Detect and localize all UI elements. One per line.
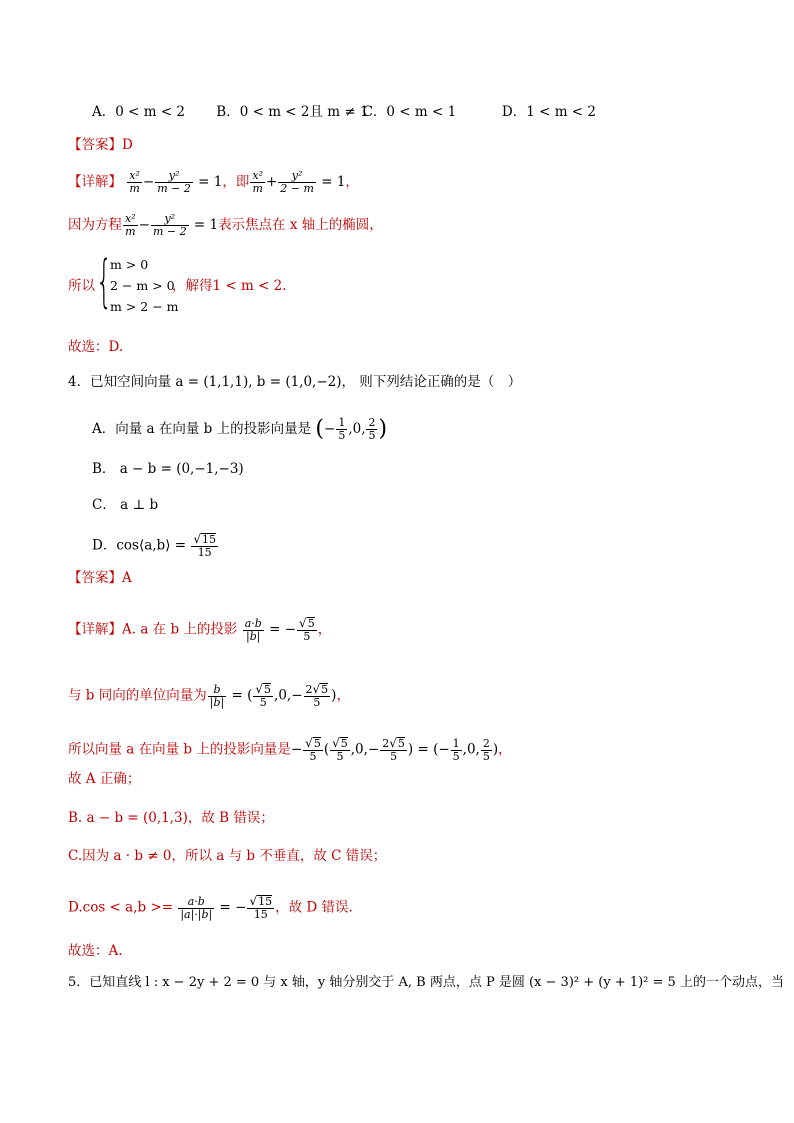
q3-option-b: B．0 < m < 2且 m ≠ 1: [216, 104, 369, 120]
q4-option-a: A．向量 a 在向量 b 上的投影向量是 (− $\frac{1}{5}$ ,0, $\frac{2}{5}$ ): [92, 416, 388, 442]
q4-detail-line-1: 【详解】A. a 在 b 上的投影 $\frac{a\cdot b}{|b|}$ = − $\frac{√5}{5}$ ，: [68, 616, 332, 643]
detail-text: ，故 B 错误；: [187, 810, 274, 826]
q4-option-b: B． a − b = (0,−1,−3): [92, 461, 244, 477]
fraction: $\frac{2√5}{5}$: [382, 736, 405, 763]
brace-icon: {: [96, 249, 113, 314]
detail-text: C.因为 a · b ≠ 0: [68, 848, 172, 864]
fraction: $\frac{\text{x²}}{m}$: [129, 169, 140, 195]
fraction: $\frac{√5}{5}$: [299, 616, 315, 643]
q4-answer: [68, 569, 132, 587]
fraction: $\frac{√15}{15}$: [249, 894, 273, 921]
q3-option-a: A．0 < m < 2: [92, 104, 186, 120]
q4-option-d: [92, 533, 219, 559]
option-text: A．向量 a 在向量 b 上的投影向量是: [92, 421, 312, 437]
system-row-1: m > 0: [110, 257, 149, 272]
q5-stem: 5．已知直线 l : x − 2y + 2 = 0 与 x 轴，y 轴分别交于 A, B 两点，点 P 是圆 (x − 3)² + (y + 1)² = 5 上的一个动点，当: [68, 975, 784, 990]
fraction: $\frac{2√5}{5}$: [305, 682, 329, 709]
fraction: $\frac{\text{x²}}{m}$: [125, 212, 136, 238]
q3-option-d: D．1 < m < 2: [501, 104, 596, 120]
q3-detail-line-3: [68, 277, 95, 295]
fraction: $\frac{1}{5}$: [338, 416, 346, 442]
detail-text: D.cos < a,b >=: [68, 899, 174, 916]
detail-text: 因为方程: [68, 217, 122, 233]
fraction: $\frac{b}{|b|}$: [209, 682, 225, 709]
detail-text: ，故 D 错误.: [275, 899, 353, 916]
fraction: $\frac{\text{x²}}{m}$: [252, 169, 263, 195]
detail-text: A. a 在 b 上的投影: [122, 621, 238, 638]
detail-text: 所以: [68, 278, 95, 294]
detail-text: 所以向量 a 在向量 b 上的投影向量是: [68, 741, 291, 758]
fraction: $\frac{√5}{5}$: [305, 736, 321, 763]
detail-text: 表示焦点在 x 轴上的椭圆，: [218, 217, 383, 233]
q4-choose: 故选：A.: [68, 943, 123, 959]
answer-tag: 【答案】: [68, 137, 122, 153]
detail-text: B. a − b = (0,1,3): [68, 810, 188, 826]
detail-text: 与 b 同向的单位向量为: [68, 687, 207, 704]
q4-detail-line-6: [68, 847, 386, 865]
q3-option-c: C．0 < m < 1: [362, 104, 457, 120]
fraction: $\frac{√15}{15}$: [193, 532, 217, 559]
detail-tag: 【详解】: [68, 621, 122, 638]
q3-options-row: [92, 103, 596, 121]
detail-text: ，所以 a 与 b 不垂直，故 C 错误；: [171, 848, 387, 864]
q4-detail-line-3: 所以向量 a 在向量 b 上的投影向量是− $\frac{√5}{5}$ ( $\frac{√5}{5}$ ,0,− $\frac{2√5}{5}$ ) = (− $\frac{1}{5}$ ,0, $\frac{2}{5}$ )，: [68, 736, 512, 763]
fraction: $\frac{2}{5}$: [482, 736, 490, 763]
detail-tag: 【详解】: [68, 174, 122, 190]
fraction: $\frac{2}{5}$: [368, 416, 376, 442]
q4-detail-line-5: [68, 809, 274, 827]
q4-detail-line-4: 故 A 正确；: [68, 771, 141, 787]
answer-value: D: [122, 137, 133, 153]
system-row-3: m > 2 − m: [110, 299, 179, 314]
answer-tag: 【答案】: [68, 570, 122, 586]
q3-detail-line-1: 【详解】 $\frac{\text{x²}}{m}$ − $\frac{\text{y²}}{m - 2}$ = 1，即 $\frac{\text{x²}}{m}$ + $\frac{\text{y²}}{2 - m}$ = 1，: [68, 169, 359, 195]
system-row-2: 2 − m > 0: [110, 278, 175, 293]
q4-stem: 4．已知空间向量 a = (1,1,1), b = (1,0,−2)， 则下列结论正确的是（ ）: [68, 374, 522, 390]
fraction: $\frac{a\cdot b}{|a|\cdot|b|}$: [180, 894, 213, 921]
fraction: $\frac{\text{y²}}{m - 2}$: [152, 212, 187, 238]
fraction: $\frac{\text{y²}}{2 - m}$: [280, 169, 314, 195]
fraction: $\frac{1}{5}$: [452, 736, 460, 763]
q3-detail-line-2: 因为方程 $\frac{\text{x²}}{m}$ − $\frac{\text{y²}}{m - 2}$ = 1表示焦点在 x 轴上的椭圆，: [68, 212, 383, 238]
fraction: $\frac{√5}{5}$: [255, 682, 272, 709]
q4-detail-line-2: 与 b 同向的单位向量为 $\frac{b}{|b|}$ = ( $\frac{√5}{5}$ ,0,− $\frac{2√5}{5}$ )，: [68, 682, 350, 709]
q3-solve: ，解得1 < m < 2.: [172, 278, 287, 294]
q3-choose: 故选：D.: [68, 339, 124, 355]
detail-text: ，即: [222, 174, 250, 190]
q4-detail-line-7: D.cos < a,b >= $\frac{a\cdot b}{|a|\cdot|b|}$ = − $\frac{√15}{15}$ ，故 D 错误.: [68, 894, 353, 921]
q4-option-c: C． a ⊥ b: [92, 497, 159, 513]
option-text: D．cos⟨a,b⟩ =: [92, 537, 187, 554]
fraction: $\frac{\text{y²}}{m - 2}$: [157, 169, 191, 195]
fraction: $\frac{a\cdot b}{|b|}$: [244, 616, 262, 643]
fraction: $\frac{√5}{5}$: [332, 736, 348, 763]
answer-value: A: [122, 570, 132, 586]
q3-answer: [68, 136, 133, 154]
detail-text: ，: [345, 174, 359, 190]
